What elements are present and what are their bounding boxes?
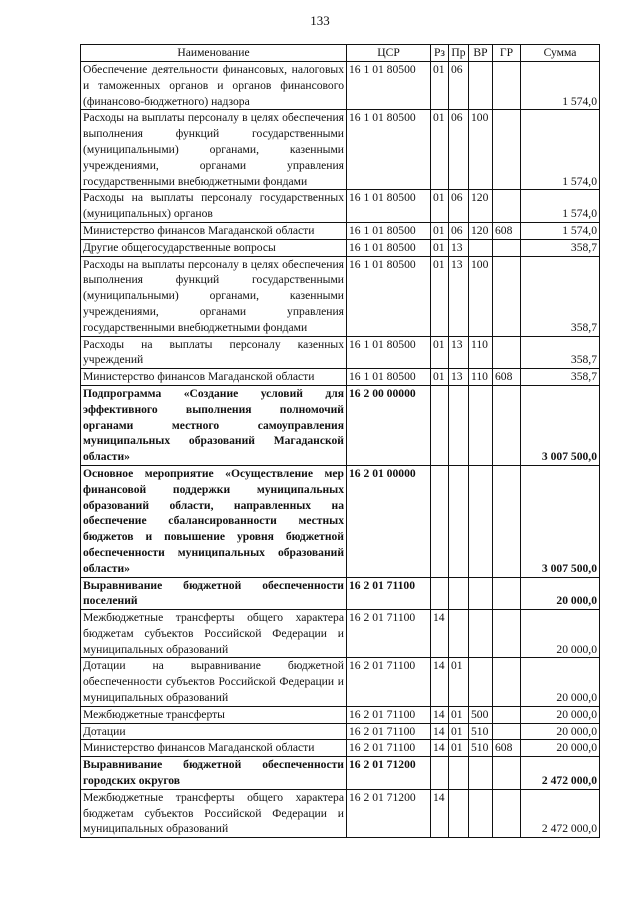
cell-csr: 16 2 00 00000 <box>347 385 431 465</box>
cell-vr <box>469 577 493 610</box>
cell-name: Выравнивание бюджетной обеспеченности поселений <box>81 577 347 610</box>
cell-csr: 16 2 01 71100 <box>347 706 431 723</box>
cell-name: Обеспечение деятельности финансовых, налоговых и таможенных органов и органов финансового (финансово-бюджетного) надзора <box>81 62 347 110</box>
header-pr: Пр <box>449 45 469 62</box>
cell-vr: 120 <box>469 190 493 223</box>
cell-rz: 01 <box>431 110 449 190</box>
header-csr: ЦСР <box>347 45 431 62</box>
cell-rz <box>431 465 449 577</box>
cell-sum: 358,7 <box>521 336 600 369</box>
cell-vr: 510 <box>469 723 493 740</box>
cell-sum: 20 000,0 <box>521 577 600 610</box>
cell-sum: 1 574,0 <box>521 222 600 239</box>
table-row <box>81 110 600 190</box>
cell-vr: 500 <box>469 706 493 723</box>
cell-vr <box>469 610 493 658</box>
table-header-row <box>81 45 600 62</box>
cell-rz: 01 <box>431 336 449 369</box>
cell-csr: 16 2 01 71100 <box>347 723 431 740</box>
cell-gr <box>493 256 521 336</box>
cell-name: Подпрограмма «Создание условий для эффективного выполнения полномочий органами местного самоуправления муниципальных образований Магаданской области» <box>81 385 347 465</box>
cell-csr: 16 2 01 71100 <box>347 658 431 706</box>
table-row <box>81 706 600 723</box>
cell-gr: 608 <box>493 222 521 239</box>
cell-csr: 16 2 01 00000 <box>347 465 431 577</box>
cell-gr <box>493 577 521 610</box>
cell-sum: 20 000,0 <box>521 706 600 723</box>
cell-name: Министерство финансов Магаданской области <box>81 740 347 757</box>
table-row <box>81 757 600 790</box>
cell-pr: 13 <box>449 239 469 256</box>
cell-csr: 16 2 01 71100 <box>347 577 431 610</box>
cell-rz: 01 <box>431 256 449 336</box>
cell-vr: 120 <box>469 222 493 239</box>
cell-rz: 14 <box>431 789 449 837</box>
table-row <box>81 256 600 336</box>
cell-pr: 13 <box>449 256 469 336</box>
cell-name: Министерство финансов Магаданской области <box>81 222 347 239</box>
budget-table <box>80 44 600 838</box>
table-row <box>81 222 600 239</box>
cell-vr <box>469 757 493 790</box>
table-row <box>81 723 600 740</box>
cell-vr <box>469 789 493 837</box>
cell-csr: 16 1 01 80500 <box>347 62 431 110</box>
cell-pr <box>449 757 469 790</box>
cell-gr <box>493 239 521 256</box>
cell-pr: 13 <box>449 369 469 386</box>
cell-rz: 14 <box>431 740 449 757</box>
cell-rz: 01 <box>431 62 449 110</box>
table-row <box>81 62 600 110</box>
cell-pr: 01 <box>449 658 469 706</box>
cell-gr: 608 <box>493 369 521 386</box>
cell-csr: 16 2 01 71100 <box>347 740 431 757</box>
header-name: Наименование <box>81 45 347 62</box>
cell-rz: 01 <box>431 369 449 386</box>
header-vr: ВР <box>469 45 493 62</box>
cell-name: Расходы на выплаты персоналу государственных (муниципальных) органов <box>81 190 347 223</box>
cell-name: Межбюджетные трансферты <box>81 706 347 723</box>
table-row <box>81 789 600 837</box>
cell-gr <box>493 110 521 190</box>
cell-name: Дотации <box>81 723 347 740</box>
cell-vr <box>469 62 493 110</box>
cell-gr <box>493 62 521 110</box>
cell-pr <box>449 577 469 610</box>
cell-pr: 01 <box>449 740 469 757</box>
cell-pr: 06 <box>449 62 469 110</box>
table-row <box>81 336 600 369</box>
cell-csr: 16 1 01 80500 <box>347 110 431 190</box>
cell-name: Межбюджетные трансферты общего характера бюджетам субъектов Российской Федерации и муниципальных образований <box>81 610 347 658</box>
cell-name: Расходы на выплаты персоналу казенных учреждений <box>81 336 347 369</box>
cell-sum: 20 000,0 <box>521 658 600 706</box>
cell-pr <box>449 465 469 577</box>
cell-name: Основное мероприятие «Осуществление мер финансовой поддержки муниципальных образований области, направленных на обеспечение сбалансированности местных бюджетов и повышение уровня бюджетной обеспеченности муниципальных образований области» <box>81 465 347 577</box>
table-row <box>81 740 600 757</box>
cell-vr: 100 <box>469 256 493 336</box>
cell-name: Расходы на выплаты персоналу в целях обеспечения выполнения функций государственными (муниципальными) органами, казенными учреждениями, органами управления государственными внебюджетными фондами <box>81 256 347 336</box>
header-rz: Рз <box>431 45 449 62</box>
cell-pr <box>449 789 469 837</box>
cell-name: Дотации на выравнивание бюджетной обеспеченности субъектов Российской Федерации и муниципальных образований <box>81 658 347 706</box>
cell-csr: 16 1 01 80500 <box>347 336 431 369</box>
cell-rz: 14 <box>431 610 449 658</box>
cell-name: Расходы на выплаты персоналу в целях обеспечения выполнения функций государственными (муниципальными) органами, казенными учреждениями, органами управления государственными внебюджетными фондами <box>81 110 347 190</box>
cell-vr: 110 <box>469 336 493 369</box>
table-row <box>81 369 600 386</box>
cell-gr <box>493 610 521 658</box>
table-row <box>81 239 600 256</box>
table-row <box>81 385 600 465</box>
cell-pr <box>449 385 469 465</box>
cell-sum: 3 007 500,0 <box>521 465 600 577</box>
cell-gr <box>493 190 521 223</box>
cell-csr: 16 1 01 80500 <box>347 190 431 223</box>
cell-pr: 06 <box>449 222 469 239</box>
cell-pr: 13 <box>449 336 469 369</box>
cell-sum: 2 472 000,0 <box>521 757 600 790</box>
cell-csr: 16 1 01 80500 <box>347 369 431 386</box>
cell-sum: 358,7 <box>521 369 600 386</box>
cell-vr <box>469 385 493 465</box>
cell-vr: 100 <box>469 110 493 190</box>
cell-sum: 2 472 000,0 <box>521 789 600 837</box>
header-gr: ГР <box>493 45 521 62</box>
cell-sum: 20 000,0 <box>521 610 600 658</box>
cell-sum: 3 007 500,0 <box>521 385 600 465</box>
cell-pr <box>449 610 469 658</box>
cell-csr: 16 1 01 80500 <box>347 222 431 239</box>
cell-pr: 01 <box>449 706 469 723</box>
cell-pr: 01 <box>449 723 469 740</box>
cell-vr <box>469 239 493 256</box>
cell-rz <box>431 577 449 610</box>
cell-csr: 16 2 01 71200 <box>347 757 431 790</box>
cell-rz: 14 <box>431 723 449 740</box>
cell-name: Межбюджетные трансферты общего характера бюджетам субъектов Российской Федерации и муниципальных образований <box>81 789 347 837</box>
cell-csr: 16 1 01 80500 <box>347 239 431 256</box>
cell-rz: 14 <box>431 706 449 723</box>
cell-rz <box>431 757 449 790</box>
cell-gr <box>493 706 521 723</box>
cell-name: Выравнивание бюджетной обеспеченности городских округов <box>81 757 347 790</box>
cell-rz: 14 <box>431 658 449 706</box>
cell-pr: 06 <box>449 110 469 190</box>
cell-sum: 358,7 <box>521 256 600 336</box>
cell-gr <box>493 336 521 369</box>
page-number: 133 <box>310 13 330 28</box>
cell-name: Министерство финансов Магаданской области <box>81 369 347 386</box>
cell-sum: 20 000,0 <box>521 723 600 740</box>
header-sum: Сумма <box>521 45 600 62</box>
cell-gr: 608 <box>493 740 521 757</box>
cell-sum: 1 574,0 <box>521 62 600 110</box>
cell-sum: 1 574,0 <box>521 110 600 190</box>
table-row <box>81 465 600 577</box>
cell-csr: 16 2 01 71100 <box>347 610 431 658</box>
cell-gr <box>493 658 521 706</box>
table-row <box>81 658 600 706</box>
cell-gr <box>493 723 521 740</box>
cell-sum: 1 574,0 <box>521 190 600 223</box>
cell-sum: 358,7 <box>521 239 600 256</box>
cell-gr <box>493 385 521 465</box>
cell-gr <box>493 757 521 790</box>
table-row <box>81 190 600 223</box>
cell-csr: 16 2 01 71200 <box>347 789 431 837</box>
cell-rz <box>431 385 449 465</box>
cell-rz: 01 <box>431 222 449 239</box>
cell-gr <box>493 789 521 837</box>
cell-csr: 16 1 01 80500 <box>347 256 431 336</box>
cell-name: Другие общегосударственные вопросы <box>81 239 347 256</box>
cell-vr: 110 <box>469 369 493 386</box>
table-row <box>81 577 600 610</box>
table-row <box>81 610 600 658</box>
cell-sum: 20 000,0 <box>521 740 600 757</box>
cell-pr: 06 <box>449 190 469 223</box>
cell-rz: 01 <box>431 190 449 223</box>
cell-gr <box>493 465 521 577</box>
cell-vr <box>469 465 493 577</box>
cell-rz: 01 <box>431 239 449 256</box>
cell-vr <box>469 658 493 706</box>
cell-vr: 510 <box>469 740 493 757</box>
